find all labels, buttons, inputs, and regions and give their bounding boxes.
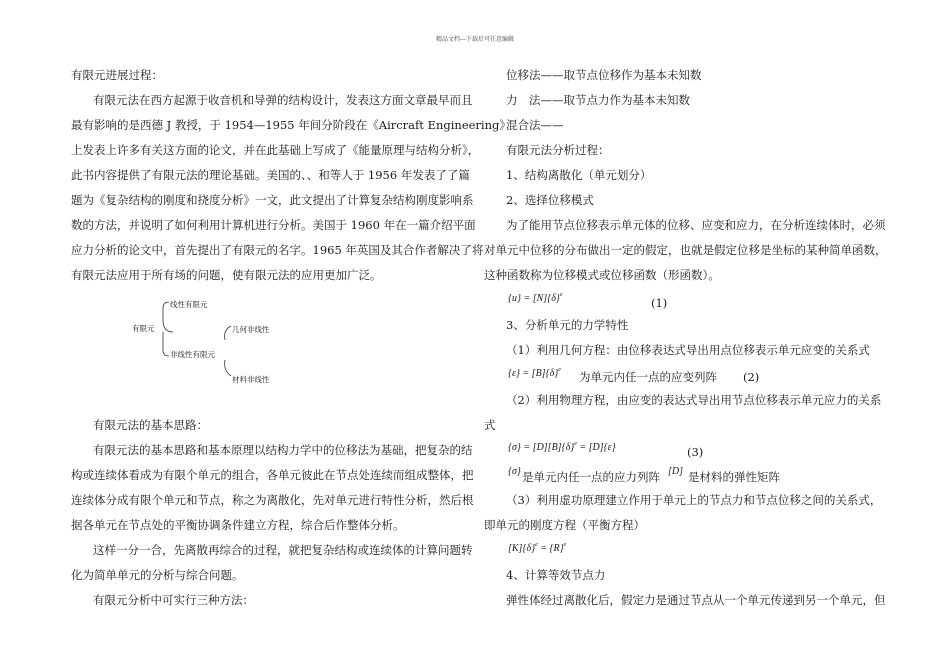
equation-4-sup2: e (563, 542, 567, 548)
paragraph-line: 这样一分一合，先离散再综合的过程，就把复杂结构或连续体的计算问题转 (93, 543, 473, 557)
paragraph-line: 上发表上许多有关这方面的论文，并在此基础上写成了《能量原理与结构分析》， (71, 143, 480, 157)
equation-2-number: (2) (743, 370, 760, 384)
equation-3-sup: e (574, 441, 577, 447)
method-mixed: 混合法—— (506, 118, 564, 132)
sub-step-2-cont: 式 (484, 418, 496, 432)
sub-step-1: （1）利用几何方程：由位移表达式导出用点位移表示单元应变的关系式 (506, 343, 870, 357)
tree-nonlinear-label: 非线性有限元 (170, 350, 215, 359)
equation-2-sup: e (558, 367, 561, 373)
method-displacement: 位移法——取节点位移作为基本未知数 (506, 68, 702, 82)
paragraph-line: 有限元法的基本思路和基本原理以结构力学中的位移法为基础，把复杂的结 (93, 443, 473, 457)
tree-root-label: 有限元 (132, 324, 155, 333)
sigma-symbol: {σ} (508, 466, 521, 477)
d-description: 是材料的弹性矩阵 (688, 470, 780, 484)
paragraph-line: 题为《复杂结构的刚度和挠度分析》一文，此文提出了计算复杂结构刚度影响系 (71, 193, 474, 207)
sub-step-3-cont: 即单元的刚度方程（平衡方程） (484, 518, 645, 532)
d-symbol: [D] (668, 466, 684, 477)
paragraph-line: 对单元中位移的分布做出一定的假定，也就是假定位移是坐标的某种简单函数， (484, 243, 887, 257)
equation-4 (508, 538, 566, 556)
paragraph-line: 最有影响的是西德 J 教授，于 1954—1955 年间分阶段在《Aircraft Engineering》 (71, 118, 511, 132)
paragraph-line: 弹性体经过离散化后，假定力是通过节点从一个单元传递到另一个单元，但 (506, 593, 886, 607)
paragraph-line: 此书内容提供了有限元法的理论基础。美国的、、和等人于 1956 年发表了了篇 (71, 168, 470, 182)
paragraph-line: 这种函数称为位移模式或位移函数（形函数）。 (484, 268, 720, 282)
paragraph-line: 有限元分析中可实行三种方法： (93, 593, 254, 607)
paragraph-line: 连续体分成有限个单元和节点，称之为离散化，先对单元进行特性分析，然后根 (71, 493, 474, 507)
paragraph-line: 有限元法应用于所有场的问题，使有限元法的应用更加广泛。 (71, 268, 382, 282)
equation-1-body: {u} = [N]{δ} (508, 292, 560, 304)
sigma-description: 是单元内任一点的应力列阵 (522, 470, 660, 484)
step-4: 4、计算等效节点力 (506, 568, 606, 582)
step-3: 3、分析单元的力学特性 (506, 318, 629, 332)
section-title-basic-idea: 有限元法的基本思路： (93, 418, 208, 432)
paragraph-line: 构或连续体看成为有限个单元的组合，各单元彼此在节点处连续而组成整体，把 (71, 468, 474, 482)
method-force: 力 法——取节点力作为基本未知数 (506, 93, 690, 107)
equation-4-mid: = {R} (537, 542, 564, 554)
equation-3-body: {σ} = [D][B]{δ} (508, 441, 575, 453)
tree-brace-nonlinear (225, 326, 231, 376)
equation-1-sup: e (559, 292, 563, 298)
paragraph-line: 应力分析的论文中，首先提出了有限元的名字。1965 年英国及其合作者解决了将 (71, 243, 484, 257)
paragraph-line: 有限元法在西方起源于收音机和导弹的结构设计，发表这方面文章最早而且 (93, 93, 473, 107)
step-1: 1、结构离散化（单元划分） (506, 168, 652, 182)
equation-1-number: (1) (651, 296, 668, 310)
paragraph-line: 数的方法，并说明了如何利用计算机进行分析。美国于 1960 年在一篇介绍平面 (71, 218, 476, 232)
step-2: 2、选择位移模式 (506, 193, 594, 207)
equation-4-body: [K]{δ} (508, 542, 536, 554)
equation-2 (508, 363, 561, 381)
tree-geometric-label: 几何非线性 (232, 325, 270, 334)
equation-4-sup: e (535, 542, 538, 548)
right-column (484, 0, 887, 672)
equation-1 (508, 288, 563, 306)
page-header: 精品文档---下载后可任意编辑 (435, 36, 515, 43)
paragraph-line: 为了能用节点位移表示单元体的位移、应变和应力，在分析连续体时，必须 (506, 218, 886, 232)
tree-linear-label: 线性有限元 (170, 300, 208, 309)
paragraph-line: 化为简单单元的分析与综合问题。 (71, 568, 244, 582)
sub-step-3: （3）利用虚功原理建立作用于单元上的节点力和节点位移之间的关系式， (506, 493, 882, 507)
equation-2-body: {ε} = [B]{δ} (508, 367, 559, 379)
section-title-progress: 有限元进展过程： (71, 68, 163, 82)
d-symbol-line (668, 463, 683, 479)
section-title-process: 有限元法分析过程： (506, 143, 610, 157)
paragraph-line: 据各单元在节点处的平衡协调条件建立方程，综合后作整体分析。 (71, 518, 405, 532)
equation-3-number: (3) (687, 445, 704, 459)
tree-brace-root (163, 302, 173, 356)
equation-2-desc: 为单元内任一点的应变列阵 (579, 370, 717, 384)
tree-material-label: 材料非线性 (232, 375, 270, 384)
left-column (71, 0, 511, 672)
equation-3 (508, 437, 616, 455)
sub-step-2: （2）利用物理方程，由应变的表达式导出用节点位移表示单元应力的关系 (506, 393, 882, 407)
sigma-definition (508, 463, 521, 479)
equation-3-tail: = [D]{ε} (576, 441, 616, 453)
